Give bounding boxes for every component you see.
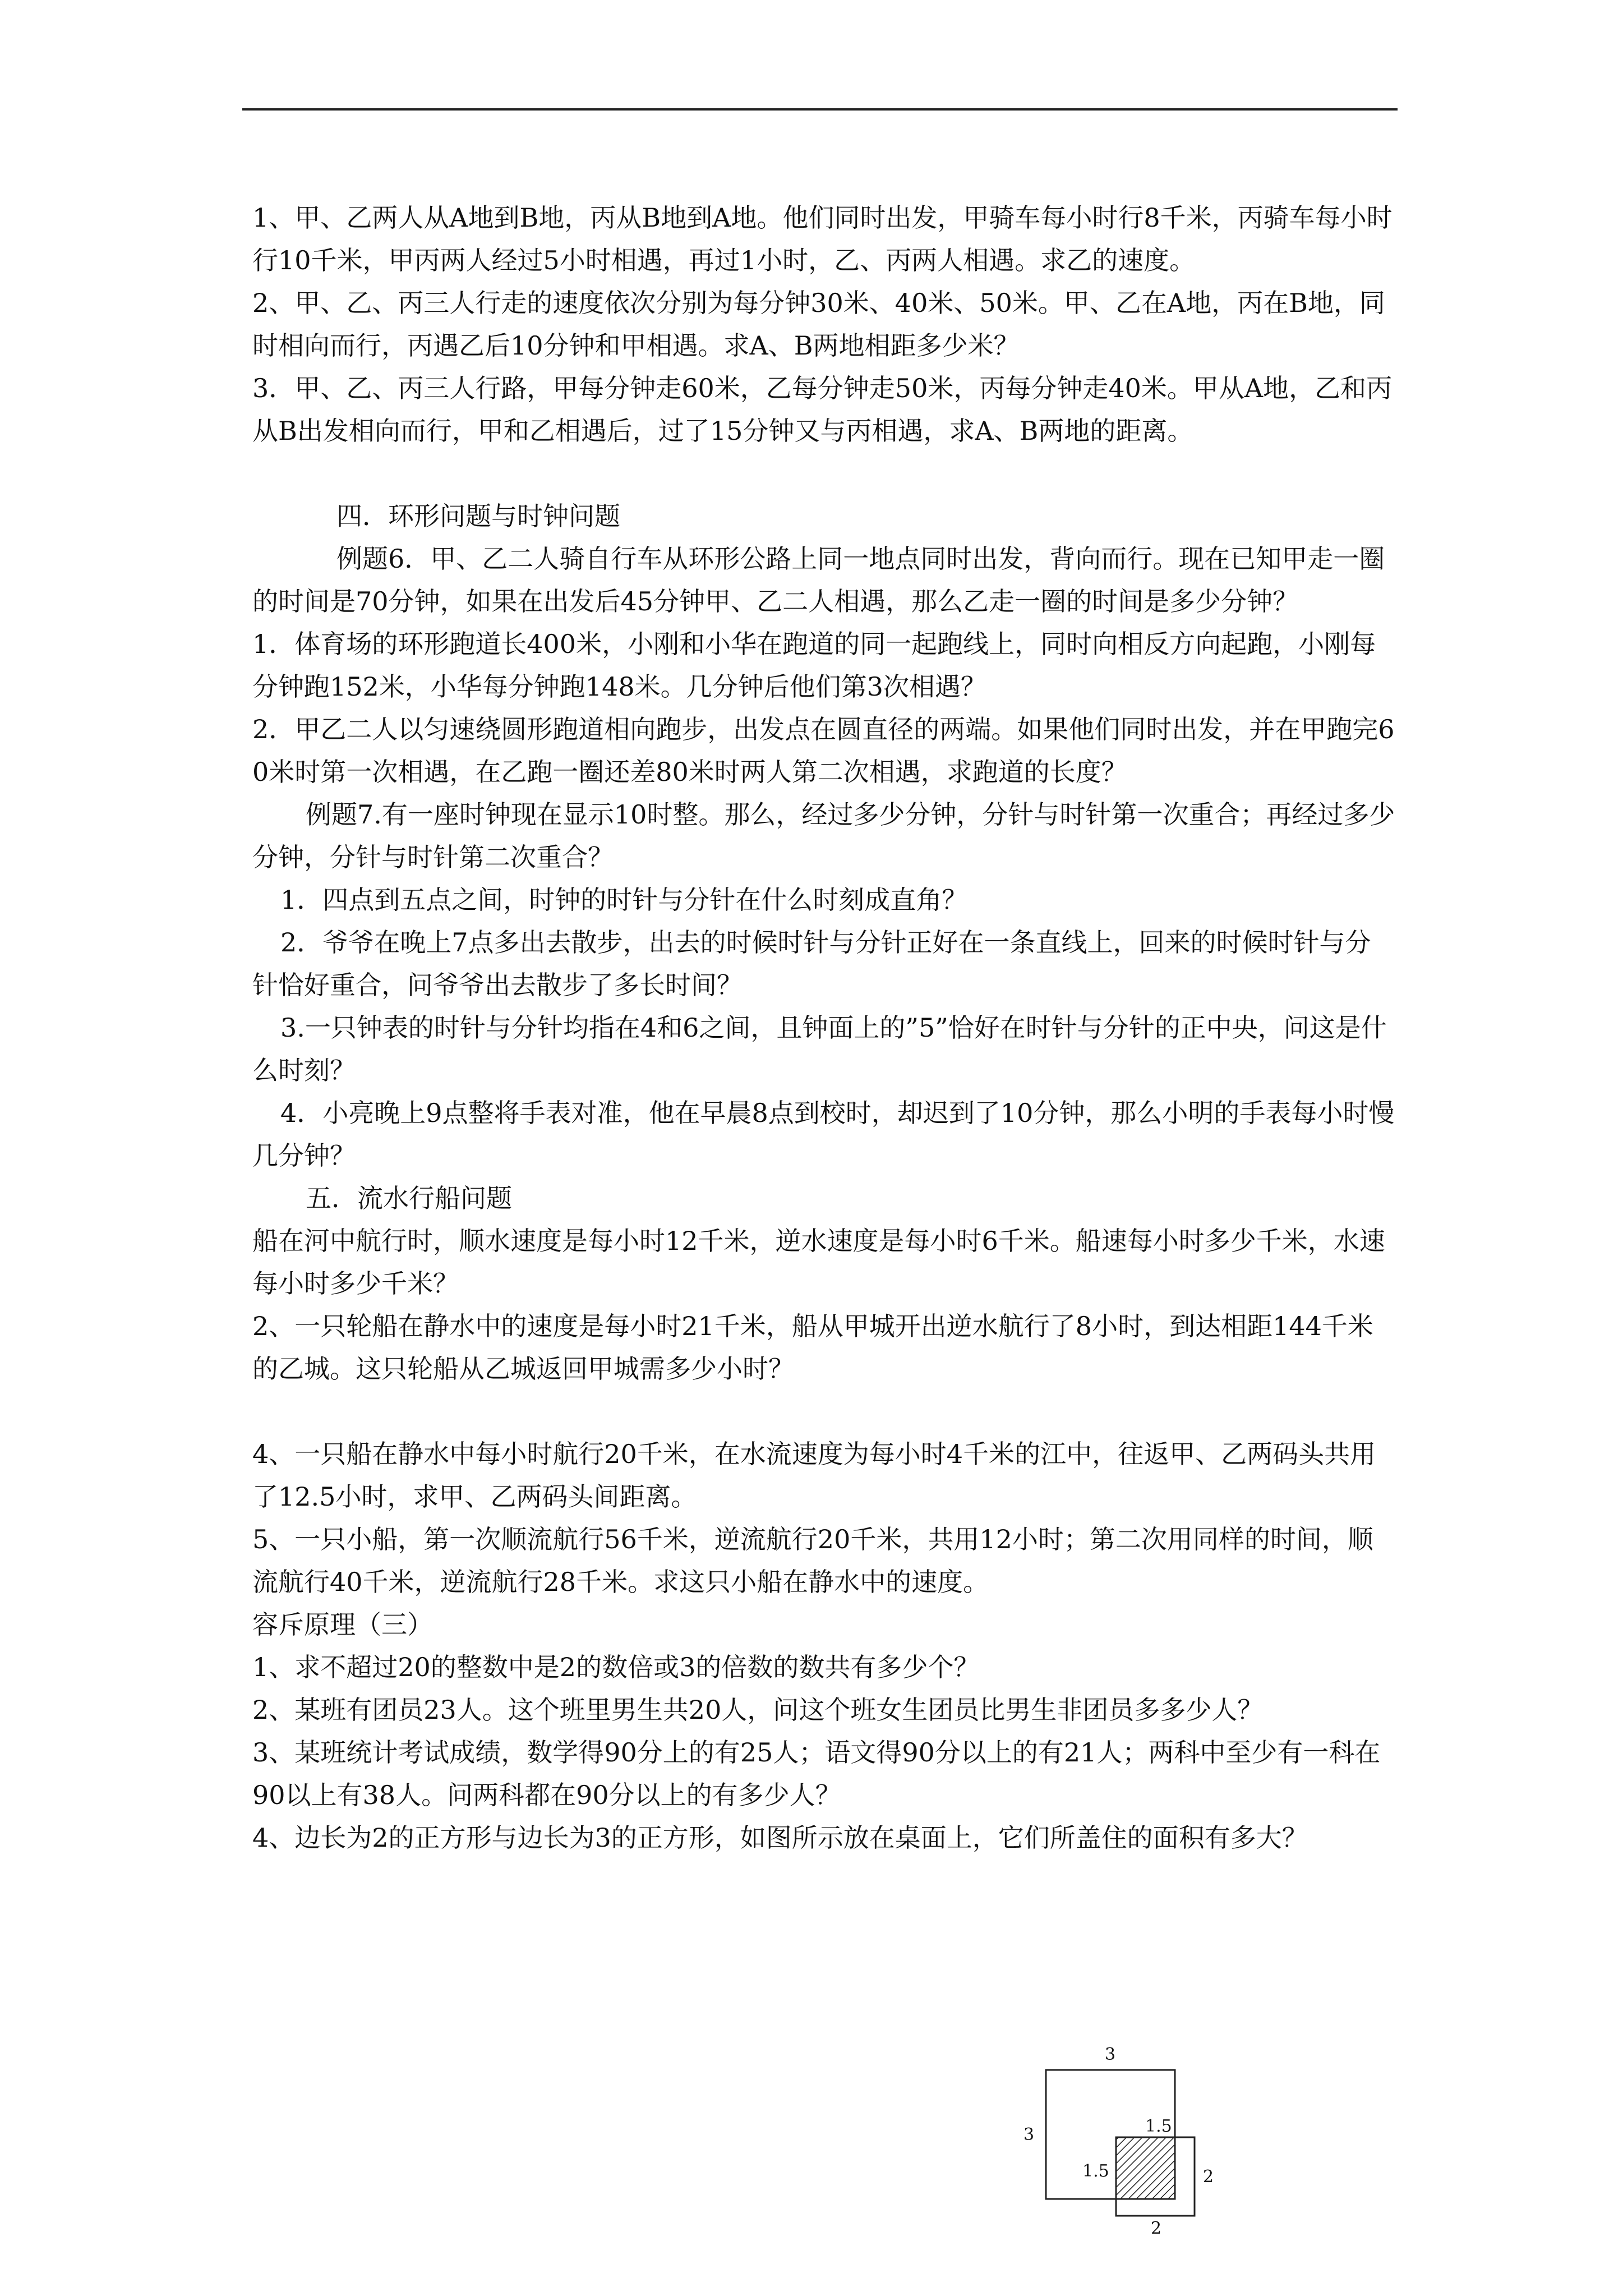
label-large-left: 3 (1023, 2125, 1035, 2145)
section-heading: 五．流水行船问题 (306, 1183, 512, 1213)
label-small-bottom: 2 (1151, 2219, 1162, 2238)
example-paragraph: 例题7.有一座时钟现在显示10时整。那么，经过多少分钟，分针与时针第一次重合；再经过多少分钟，分针与时针第二次重合？ (252, 799, 1395, 872)
paragraph: 2．甲乙二人以匀速绕圆形跑道相向跑步，出发点在圆直径的两端。如果他们同时出发，并在甲跑完60米时第一次相遇，在乙跑一圈还差80米时两人第二次相遇，求跑道的长度？ (252, 714, 1395, 787)
overlap-region (1116, 2137, 1175, 2199)
paragraph: 船在河中航行时，顺水速度是每小时12千米，逆水速度是每小时6千米。船速每小时多少千米，水速每小时多少千米？ (252, 1226, 1385, 1299)
paragraph: 1．体育场的环形跑道长400米，小刚和小华在跑道的同一起跑线上，同时向相反方向起跑，小刚每分钟跑152米，小华每分钟跑148米。几分钟后他们第3次相遇？ (252, 629, 1376, 702)
paragraph: 2、甲、乙、丙三人行走的速度依次分别为每分钟30米、40米、50米。甲、乙在A地，丙在B地，同时相向而行，丙遇乙后10分钟和甲相遇。求A、B两地相距多少米？ (252, 288, 1385, 361)
blank-line (252, 452, 1396, 495)
paragraph: 1、甲、乙两人从A地到B地，丙从B地到A地。他们同时出发，甲骑车每小时行8千米，丙骑车每小时行10千米，甲丙两人经过5小时相遇，再过1小时，乙、丙两人相遇。求乙的速度。 (252, 203, 1393, 275)
paragraph: 3.一只钟表的时针与分针均指在4和6之间，且钟面上的”5”恰好在时针与分针的正中央，问这是什么时刻？ (252, 1013, 1387, 1085)
paragraph: 3、某班统计考试成绩，数学得90分上的有25人；语文得90分以上的有21人；两科中至少有一科在90以上有38人。问两科都在90分以上的有多少人？ (252, 1737, 1381, 1810)
section-heading: 四．环形问题与时钟问题 (336, 501, 620, 531)
blank-line (252, 1390, 1396, 1433)
document-body (252, 196, 1396, 1859)
paragraph: 2．爷爷在晚上7点多出去散步，出去的时候时针与分针正好在一条直线上，回来的时候时针与分针恰好重合，问爷爷出去散步了多长时间？ (252, 927, 1371, 1000)
example-paragraph: 例题6．甲、乙二人骑自行车从环形公路上同一地点同时出发，背向而行。现在已知甲走一圈的时间是70分钟，如果在出发后45分钟甲、乙二人相遇，那么乙走一圈的时间是多少分钟？ (252, 544, 1385, 616)
label-large-top: 3 (1105, 2045, 1116, 2064)
paragraph: 1、求不超过20的整数中是2的数倍或3的倍数的数共有多少个？ (252, 1652, 980, 1682)
label-overlap-top: 1.5 (1145, 2116, 1172, 2136)
paragraph: 4、边长为2的正方形与边长为3的正方形，如图所示放在桌面上，它们所盖住的面积有多大？ (252, 1823, 1308, 1853)
paragraph: 2、某班有团员23人。这个班里男生共20人，问这个班女生团员比男生非团员多多少人？ (252, 1695, 1264, 1725)
section-heading: 容斥原理（三） (252, 1609, 433, 1640)
overlapping-squares-figure (1015, 2042, 1228, 2289)
paragraph: 4、一只船在静水中每小时航行20千米，在水流速度为每小时4千米的江中，往返甲、乙两码头共用了12.5小时，求甲、乙两码头间距离。 (252, 1439, 1376, 1512)
paragraph: 5、一只小船，第一次顺流航行56千米，逆流航行20千米，共用12小时；第二次用同样的时间，顺流航行40千米，逆流航行28千米。求这只小船在静水中的速度。 (252, 1524, 1373, 1597)
label-small-right: 2 (1203, 2167, 1214, 2187)
header-rule (242, 108, 1398, 111)
label-overlap-left: 1.5 (1082, 2161, 1109, 2181)
paragraph: 4．小亮晚上9点整将手表对准，他在早晨8点到校时，却迟到了10分钟，那么小明的手表每小时慢几分钟？ (252, 1098, 1395, 1171)
paragraph: 3．甲、乙、丙三人行路，甲每分钟走60米，乙每分钟走50米，丙每分钟走40米。甲从A地，乙和丙从B出发相向而行，甲和乙相遇后，过了15分钟又与丙相遇，求A、B两地的距离。 (252, 373, 1393, 446)
paragraph: 1．四点到五点之间，时钟的时针与分针在什么时刻成直角？ (280, 885, 968, 915)
paragraph: 2、一只轮船在静水中的速度是每小时21千米，船从甲城开出逆水航行了8小时，到达相距144千米的乙城。这只轮船从乙城返回甲城需多少小时？ (252, 1311, 1373, 1384)
